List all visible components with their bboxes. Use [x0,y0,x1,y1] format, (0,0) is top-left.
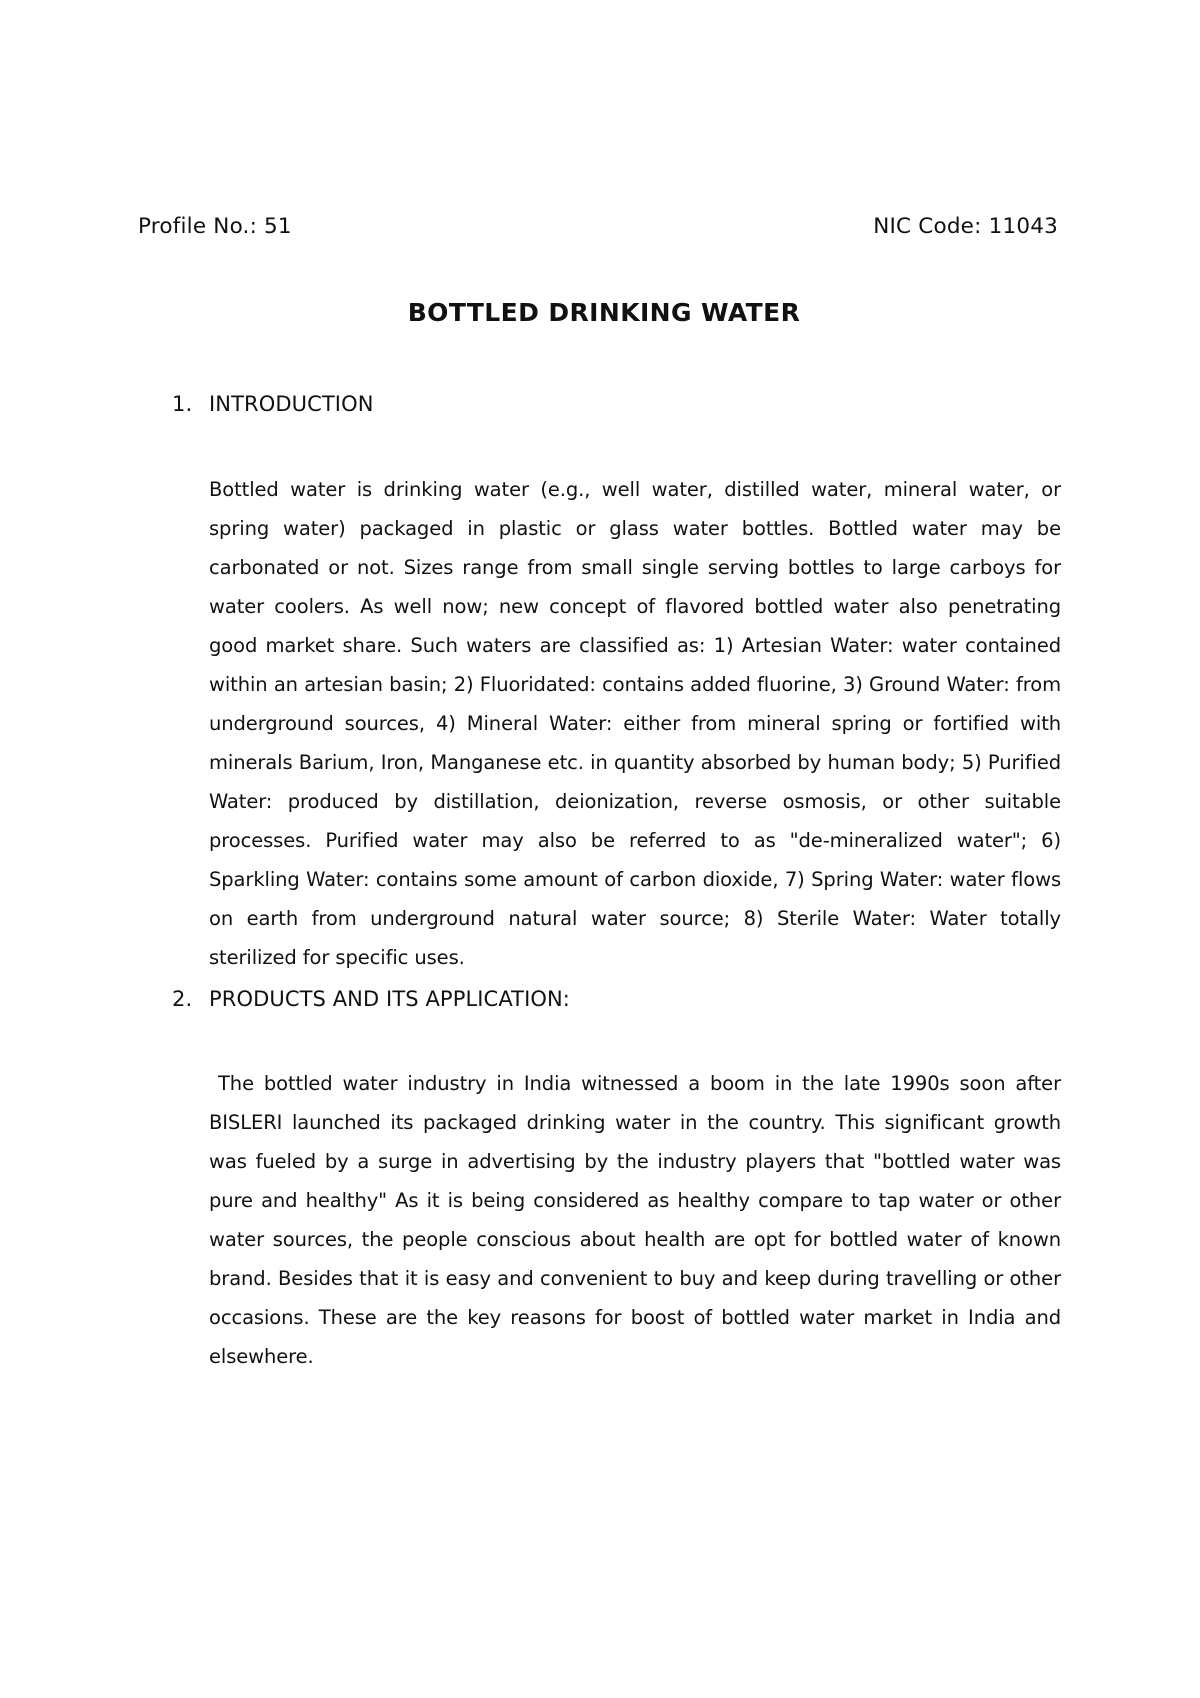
products-paragraph: The bottled water industry in India witnessed a boom in the late 1990s soon after BISLERI launched its packaged drinking water in the country. This significant growth was fueled by a surge in advertising by the industry players that "bottled water was pure and healthy" As it is being considered as healthy compare to tap water or other water sources, the people conscious about health are opt for bottled water of known brand. Besides that it is easy and convenient to buy and keep during travelling or other occasions. These are the key reasons for boost of bottled water market in India and elsewhere. [209,1072,1061,1368]
section-number: 2. [172,987,193,1011]
section-title: PRODUCTS AND ITS APPLICATION: [209,987,570,1011]
section-number: 1. [172,392,193,416]
nic-code: NIC Code: 11043 [873,214,1058,239]
section-title: INTRODUCTION [209,392,374,416]
profile-number: Profile No.: 51 [138,214,292,239]
document-header [138,214,1058,248]
section-heading-products [172,987,570,1011]
introduction-paragraph: Bottled water is drinking water (e.g., well water, distilled water, mineral water, or spring water) packaged in plastic or glass water bottles. Bottled water may be carbonated or not. Sizes range from small single serving bottles to large carboys for water coolers. As well now; new concept of flavored bottled water also penetrating good market share. Such waters are classified as: 1) Artesian Water: water contained within an artesian basin; 2) Fluoridated: contains added fluorine, 3) Ground Water: from underground sources, 4) Mineral Water: either from mineral spring or fortified with minerals Barium, Iron, Manganese etc. in quantity absorbed by human body; 5) Purified Water: produced by distillation, deionization, reverse osmosis, or other suitable processes. Purified water may also be referred to as "de-mineralized water"; 6) Sparkling Water: contains some amount of carbon dioxide, 7) Spring Water: water flows on earth from underground natural water source; 8) Sterile Water: Water totally sterilized for specific uses. [209,478,1061,969]
section-heading-introduction [172,392,374,416]
document-title: BOTTLED DRINKING WATER [407,298,801,327]
